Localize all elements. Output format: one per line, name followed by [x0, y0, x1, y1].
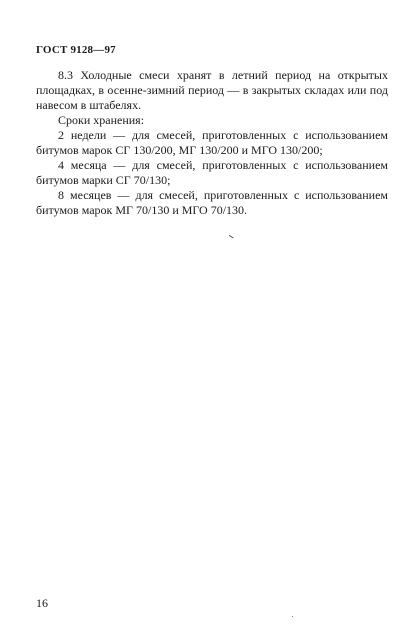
- paragraph-term-2-weeks: 2 недели — для смесей, приготовленных с использованием битумов марок СГ 130/200, МГ 130/200 и МГО 130/200;: [36, 128, 388, 157]
- stray-mark: [227, 235, 233, 241]
- document-body: [36, 68, 388, 218]
- paragraph-storage-terms-heading: Сроки хранения:: [58, 113, 145, 127]
- page-number: 16: [36, 596, 48, 610]
- paragraph-term-4-months: 4 месяца — для смесей, приготовленных с использованием битумов марки СГ 70/130;: [36, 158, 388, 187]
- document-header: ГОСТ 9128—97: [36, 44, 116, 56]
- paragraph-storage-conditions: 8.3 Холодные смеси хранят в летний период на открытых площадках, в осенне-зимний период — в закрытых складах или под навесом в штабелях.: [36, 68, 388, 112]
- stray-dot: [292, 616, 293, 617]
- paragraph-term-8-months: 8 месяцев — для смесей, приготовленных с использованием битумов марок МГ 70/130 и МГО 70/130.: [36, 188, 388, 217]
